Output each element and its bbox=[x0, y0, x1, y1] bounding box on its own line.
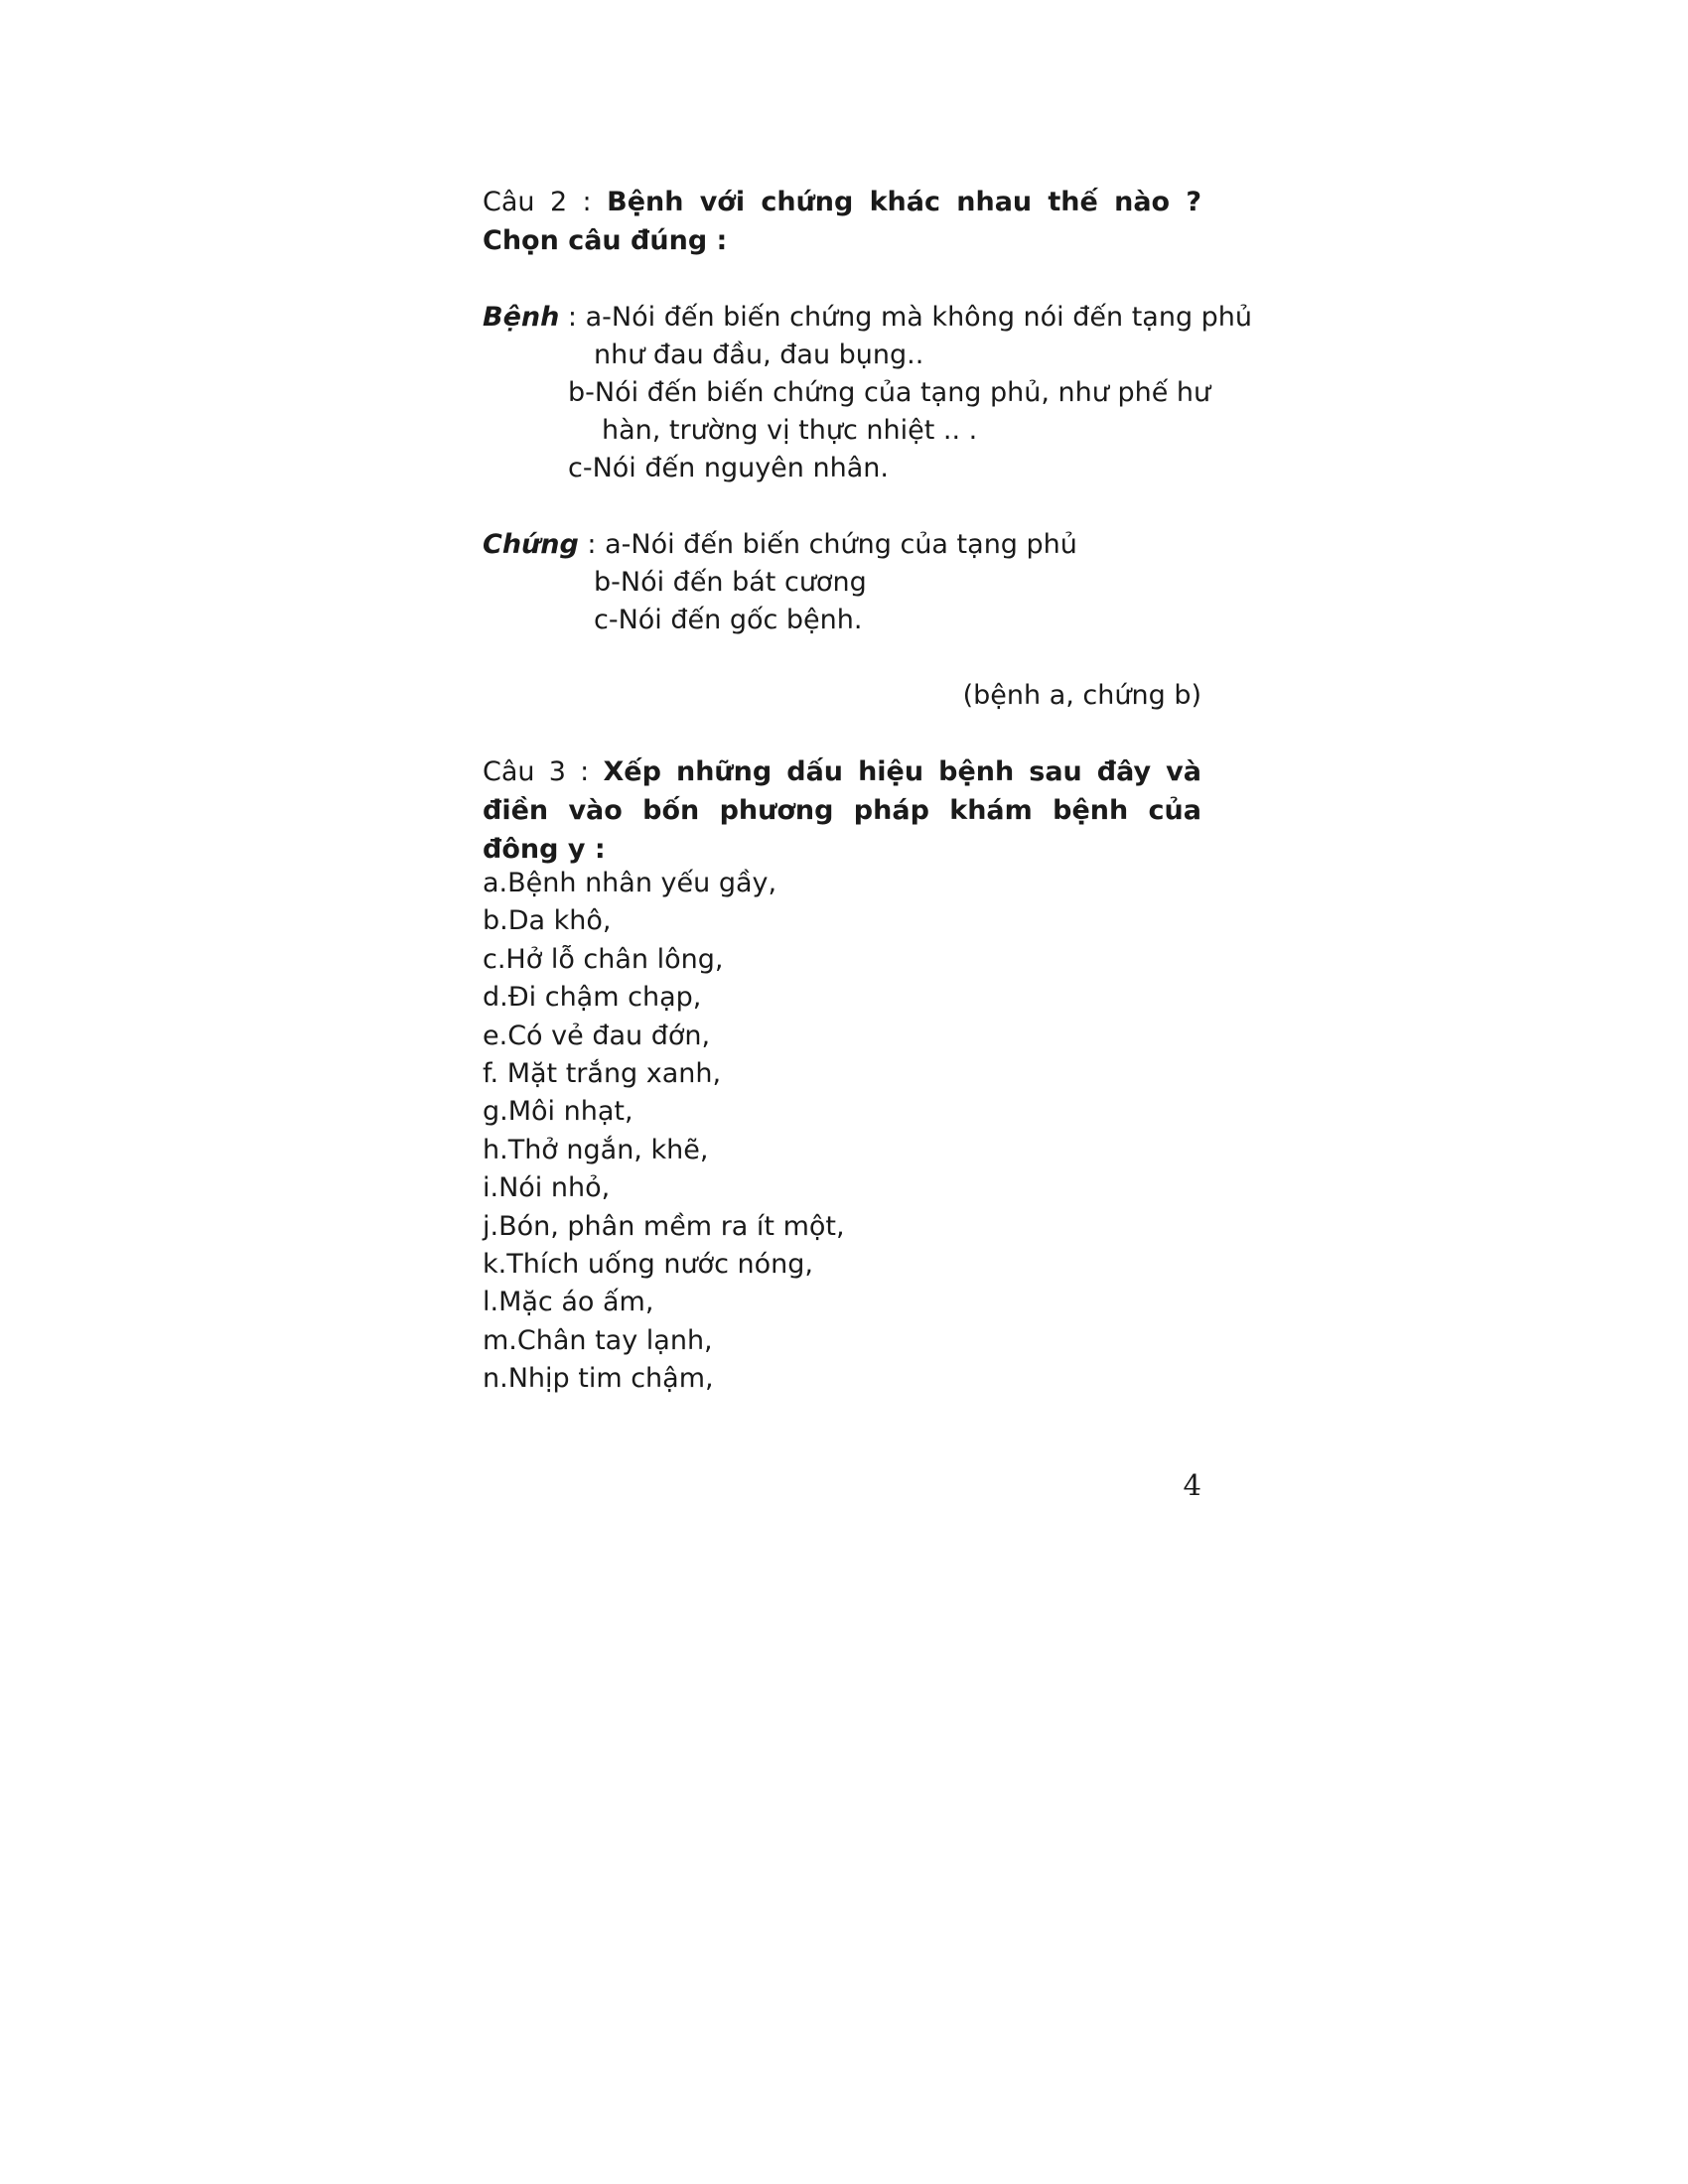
question-2-label: Câu 2 : bbox=[483, 187, 592, 217]
chung-option-b: b-Nói đến bát cương bbox=[594, 567, 867, 598]
chung-option-a: a-Nói đến biến chứng của tạng phủ bbox=[605, 529, 1077, 560]
list-item: g.Môi nhạt, bbox=[483, 1096, 633, 1128]
question-3-heading bbox=[483, 752, 1201, 869]
list-item: j.Bón, phân mềm ra ít một, bbox=[483, 1210, 845, 1242]
question-3-title: Xếp những dấu hiệu bệnh sau đây và điền vào bốn phương pháp khám bệnh của đông y : bbox=[483, 756, 1201, 865]
benh-option-a-line1 bbox=[483, 299, 1252, 337]
benh-option-a-line2: như đau đầu, đau bụng.. bbox=[594, 340, 924, 370]
benh-option-c: c-Nói đến nguyên nhân. bbox=[568, 453, 889, 483]
list-item: k.Thích uống nước nóng, bbox=[483, 1248, 813, 1280]
signs-list bbox=[483, 865, 1201, 1398]
list-item: n.Nhịp tim chậm, bbox=[483, 1363, 714, 1395]
chung-term: Chứng bbox=[483, 529, 579, 560]
benh-option-b-line1: b-Nói đến biến chứng của tạng phủ, như phế hư bbox=[568, 377, 1211, 408]
list-item: e.Có vẻ đau đớn, bbox=[483, 1020, 711, 1051]
list-item: f. Mặt trắng xanh, bbox=[483, 1057, 722, 1089]
question-2-title: Bệnh với chứng khác nhau thế nào ? Chọn câu đúng : bbox=[483, 187, 1201, 256]
list-item: a.Bệnh nhân yếu gầy, bbox=[483, 868, 777, 898]
list-item: l.Mặc áo ấm, bbox=[483, 1287, 654, 1318]
list-item: d.Đi chậm chạp, bbox=[483, 982, 702, 1014]
question-2-answer: (bệnh a, chứng b) bbox=[962, 680, 1201, 711]
question-2-heading bbox=[483, 183, 1201, 260]
list-item: b.Da khô, bbox=[483, 905, 612, 937]
page-number: 4 bbox=[1183, 1468, 1201, 1502]
chung-separator: : bbox=[578, 529, 597, 560]
benh-term: Bệnh bbox=[483, 302, 560, 333]
question-3-label: Câu 3 : bbox=[483, 756, 590, 787]
benh-option-a: a-Nói đến biến chứng mà không nói đến tạng phủ bbox=[585, 302, 1253, 333]
list-item: i.Nói nhỏ, bbox=[483, 1172, 611, 1204]
chung-option-a-line bbox=[483, 526, 1077, 564]
benh-option-b-line2: hàn, trường vị thực nhiệt .. . bbox=[602, 415, 978, 446]
list-item: h.Thở ngắn, khẽ, bbox=[483, 1134, 709, 1165]
list-item: c.Hở lỗ chân lông, bbox=[483, 943, 724, 975]
chung-option-c: c-Nói đến gốc bệnh. bbox=[594, 605, 863, 635]
list-item: m.Chân tay lạnh, bbox=[483, 1324, 713, 1356]
benh-separator: : bbox=[559, 302, 578, 333]
